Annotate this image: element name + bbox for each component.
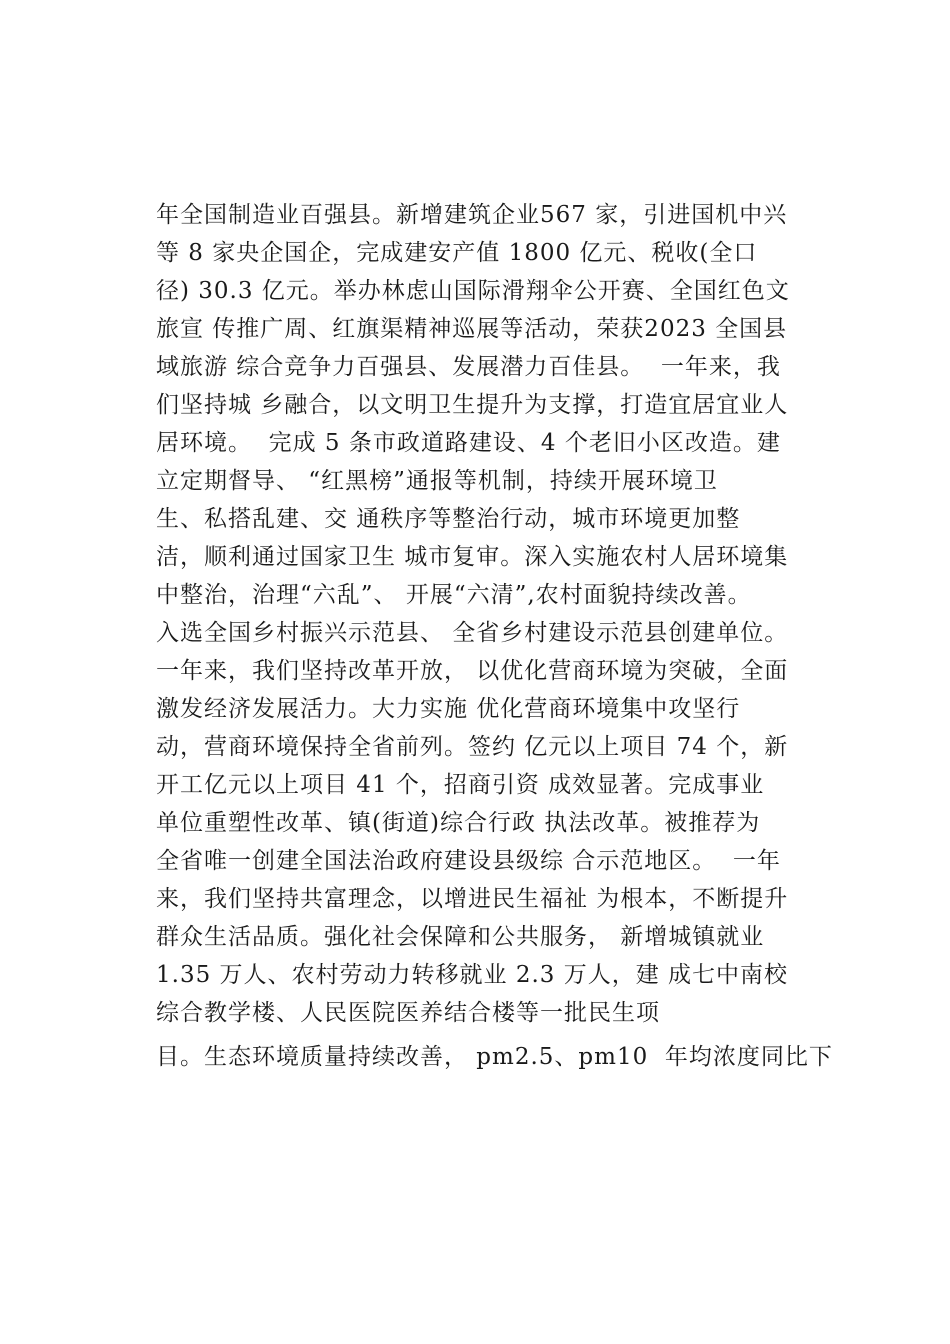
text-line: 径) 30.3 亿元。举办林虑山国际滑翔伞公开赛、全国红色文 [156, 278, 790, 304]
text-line: 们坚持城 乡融合，以文明卫生提升为支撑，打造宜居宜业人 [156, 392, 789, 418]
text-line: 开工亿元以上项目 41 个，招商引资 成效显著。完成事业 [156, 772, 765, 798]
text-line: 立定期督导、 “红黑榜”通报等机制，持续开展环境卫 [156, 468, 718, 494]
body-text [156, 196, 836, 1076]
text-line: 1.35 万人、农村劳动力转移就业 2.3 万人，建 成七中南校 [156, 962, 789, 988]
text-line: 年全国制造业百强县。新增建筑企业567 家，引进国机中兴 [156, 202, 788, 228]
text-line: 动，营商环境保持全省前列。签约 亿元以上项目 74 个，新 [156, 734, 789, 760]
text-line: 洁，顺利通过国家卫生 城市复审。深入实施农村人居环境集 [156, 544, 789, 570]
text-line: 旅宣 传推广周、红旗渠精神巡展等活动，荣获2023 全国县 [156, 316, 788, 342]
text-line: 群众生活品质。强化社会保障和公共服务， 新增城镇就业 [156, 924, 765, 950]
text-line: 一年来，我们坚持改革开放， 以优化营商环境为突破，全面 [156, 658, 789, 684]
text-line: 综合教学楼、人民医院医养结合楼等一批民生项 [156, 1000, 660, 1026]
text-line: 中整治，治理“六乱”、 开展“六清”,农村面貌持续改善。 [156, 582, 752, 608]
text-line-tail: 目。生态环境质量持续改善， pm2.5、pm10 年均浓度同比下 [156, 1044, 833, 1070]
text-line: 激发经济发展活力。大力实施 优化营商环境集中攻坚行 [156, 696, 741, 722]
text-line: 等 8 家央企国企，完成建安产值 1800 亿元、税收(全口 [156, 240, 758, 266]
text-line: 居环境。 完成 5 条市政道路建设、4 个老旧小区改造。建 [156, 430, 781, 456]
text-line: 入选全国乡村振兴示范县、 全省乡村建设示范县创建单位。 [156, 620, 789, 646]
text-line: 域旅游 综合竞争力百强县、发展潜力百佳县。 一年来，我 [156, 354, 781, 380]
text-line: 生、私搭乱建、交 通秩序等整治行动，城市环境更加整 [156, 506, 741, 532]
text-line: 来，我们坚持共富理念，以增进民生福祉 为根本，不断提升 [156, 886, 789, 912]
text-line: 全省唯一创建全国法治政府建设县级综 合示范地区。 一年 [156, 848, 781, 874]
text-line: 单位重塑性改革、镇(街道)综合行政 执法改革。被推荐为 [156, 810, 761, 836]
